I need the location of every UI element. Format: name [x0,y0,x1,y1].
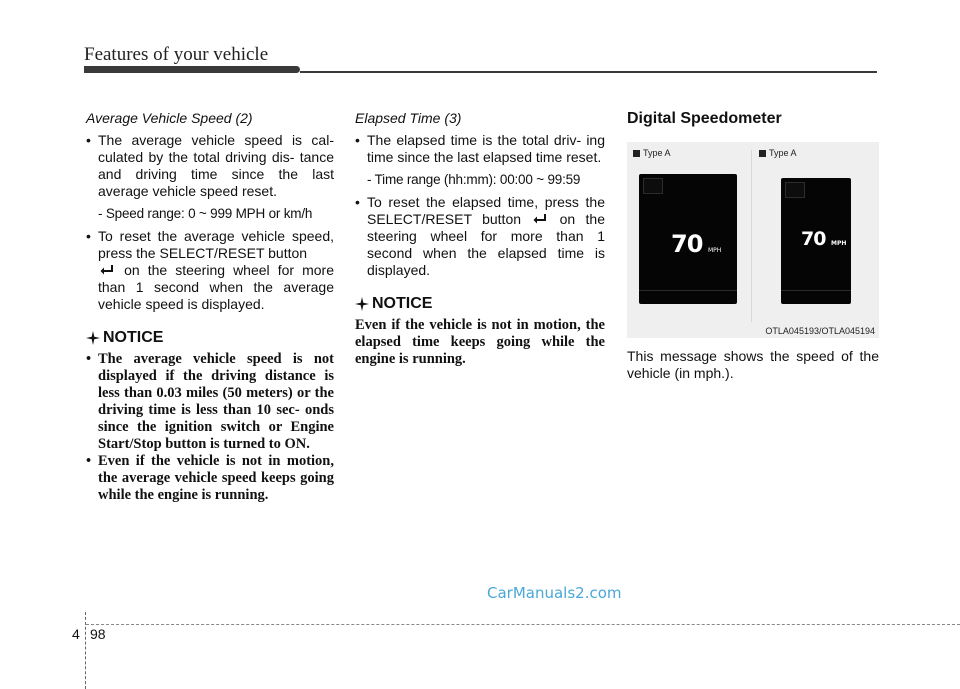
digital-speedometer-heading: Digital Speedometer [627,110,782,127]
average-speed-bullet-2 [86,228,334,313]
watermark-link[interactable]: CarManuals2.com [487,584,622,602]
speed-value-right: 70 [801,228,826,250]
type-label-right [759,148,797,158]
cluster-screen-right-box [785,182,805,198]
column-average-speed [86,110,334,504]
elapsed-time-reset-list [355,194,605,279]
notice-list-1 [86,351,334,504]
square-bullet-icon [633,150,640,157]
square-bullet-icon [759,150,766,157]
elapsed-time-bullet-2 [355,194,605,279]
elapsed-time-reset-pre: To reset the elapsed time, press the SELECT/RESET button [367,194,605,227]
page-number: 98 [90,626,106,642]
cluster-screen-left-line [639,290,737,291]
footer-horizontal-rule [86,624,960,625]
digital-speedometer-description: This message shows the speed of the vehicle (in mph.). [627,348,879,381]
header-rule-thick [84,66,300,73]
speed-range-text: - Speed range: 0 ~ 999 MPH or km/h [98,206,313,221]
average-speed-heading: Average Vehicle Speed (2) [86,110,253,126]
enter-return-icon [98,263,116,277]
cluster-screen-right-line [781,290,851,291]
type-label-left-text: Type A [643,148,671,158]
elapsed-time-list [355,132,605,166]
average-speed-list [86,132,334,200]
elapsed-time-reset-post: on the steering wheel for more than 1 second when the elapsed time is displayed. [367,211,605,278]
notice-title-1: NOTICE [103,329,164,346]
column-digital-speedometer [627,110,879,382]
figure-divider [751,150,752,322]
speed-readout-right [801,228,846,250]
header-rule-thin [300,71,877,73]
page-header-title: Features of your vehicle [84,44,269,65]
speed-unit-right: MPH [831,240,847,247]
figure-code: OTLA045193/OTLA045194 [765,326,875,336]
average-speed-reset-pre: To reset the average vehicle speed, press the SELECT/RESET button [98,228,334,261]
notice-body-2: Even if the vehicle is not in motion, the elapsed time keeps going while the engine is running. [355,317,605,367]
figure-panel-right [753,142,879,338]
type-label-right-text: Type A [769,148,797,158]
speed-readout-left [671,230,721,258]
cluster-screen-left-box [643,178,663,194]
notice-item-1: • The average vehicle speed is not displayed if the driving distance is less than 0.03 miles (50 meters) or the driving time is less than 10 sec- onds since the ignition switch or Engine Start/Stop button is turned to ON. [86,351,334,453]
notice-title-2: NOTICE [372,295,433,312]
average-speed-bullet-1: • The average vehicle speed is cal- culated by the total driving dis- tance and driving time since the last average vehicle speed reset. [86,132,334,200]
enter-return-icon [531,212,549,226]
cross-star-icon [86,331,100,345]
notice-heading-1 [86,329,334,347]
cluster-screen-left [639,174,737,304]
average-speed-reset-list [86,228,334,313]
type-label-left [633,148,671,158]
notice-item-2: • Even if the vehicle is not in motion, the average vehicle speed keeps going while the engine is running. [86,453,334,504]
notice-heading-2 [355,295,605,313]
average-speed-reset-post: on the steering wheel for more than 1 second when the average vehicle speed is displayed. [98,262,334,312]
column-elapsed-time [355,110,605,368]
time-range-text: - Time range (hh:mm): 00:00 ~ 99:59 [367,172,581,187]
speedometer-figure [627,142,879,338]
cross-star-icon [355,297,369,311]
page-chapter-number: 4 [72,626,80,642]
elapsed-time-heading: Elapsed Time (3) [355,110,462,126]
figure-panel-left [627,142,751,338]
elapsed-time-bullet-1: • The elapsed time is the total driv- ing time since the last elapsed time reset. [355,132,605,166]
cluster-screen-right [781,178,851,304]
speed-value-left: 70 [671,230,703,258]
speed-unit-left: MPH [707,247,722,254]
